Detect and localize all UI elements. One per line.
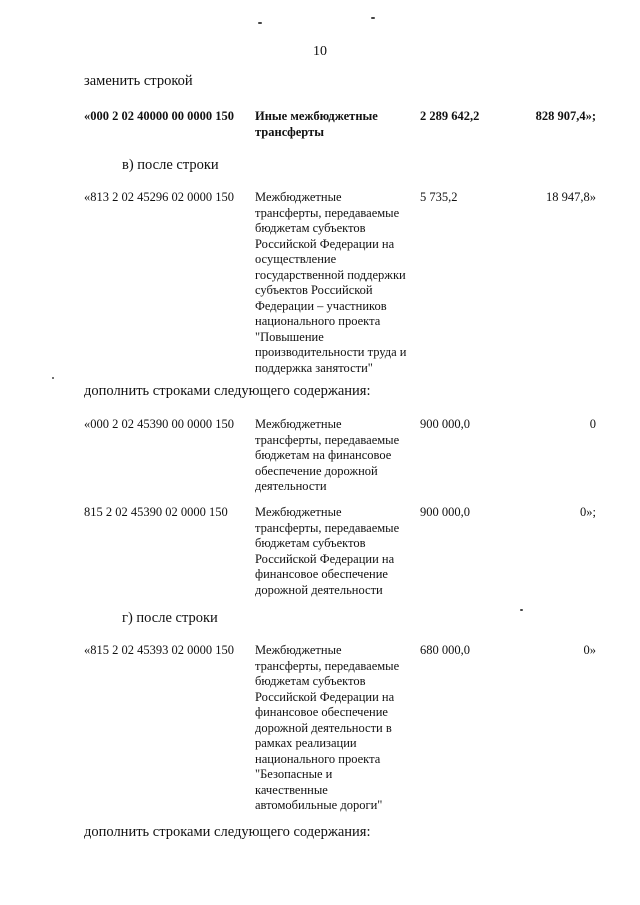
row-name: Межбюджетные трансферты, передаваемые бюджетам субъектов Российской Федерации на осуществление государственной поддержки субъектов Российской Федерации – участников национального проекта "Повышение производительности труда и поддержка занятости": [255, 190, 407, 375]
row-value-2: 0: [589, 417, 596, 431]
row-value-2: 18 947,8»: [546, 190, 596, 204]
row-name: Межбюджетные трансферты, передаваемые бюджетам субъектов Российской Федерации на финансовое обеспечение дорожной деятельности в рамках реализации национального проекта "Безопасные и качественные автомобильные дороги": [255, 643, 400, 812]
scan-speck: [52, 377, 54, 379]
instruction-after-row-v: в) после строки: [122, 157, 219, 173]
scan-speck: [520, 609, 523, 611]
row-name: Межбюджетные трансферты, передаваемые бюджетам субъектов Российской Федерации на финансовое обеспечение дорожной деятельности: [255, 505, 400, 597]
instruction-replace: заменить строкой: [84, 73, 193, 89]
row-value-2: 0»;: [580, 505, 596, 519]
row-name: Межбюджетные трансферты, передаваемые бюджетам на финансовое обеспечение дорожной деятельности: [255, 417, 400, 493]
scan-speck: [258, 22, 262, 24]
instruction-after-row-g: г) после строки: [122, 610, 218, 626]
scan-speck: [371, 17, 375, 19]
row-value-1: 900 000,0: [420, 505, 470, 519]
row-value-2: 0»: [583, 643, 596, 657]
row-value-1: 680 000,0: [420, 643, 470, 657]
row-value-2: 828 907,4»;: [535, 109, 596, 123]
row-value-1: 5 735,2: [420, 190, 458, 204]
row-value-1: 900 000,0: [420, 417, 470, 431]
instruction-add-rows: дополнить строками следующего содержания:: [84, 383, 371, 399]
instruction-add-rows: дополнить строками следующего содержания:: [84, 824, 371, 840]
row-value-1: 2 289 642,2: [420, 109, 480, 123]
row-code: 815 2 02 45390 02 0000 150: [84, 505, 228, 519]
row-code: «813 2 02 45296 02 0000 150: [84, 190, 234, 204]
row-code: «000 2 02 40000 00 0000 150: [84, 109, 234, 123]
row-code: «815 2 02 45393 02 0000 150: [84, 643, 234, 657]
row-name: Иные межбюджетные трансферты: [255, 109, 378, 139]
row-code: «000 2 02 45390 00 0000 150: [84, 417, 234, 431]
page-number: 10: [313, 44, 327, 59]
